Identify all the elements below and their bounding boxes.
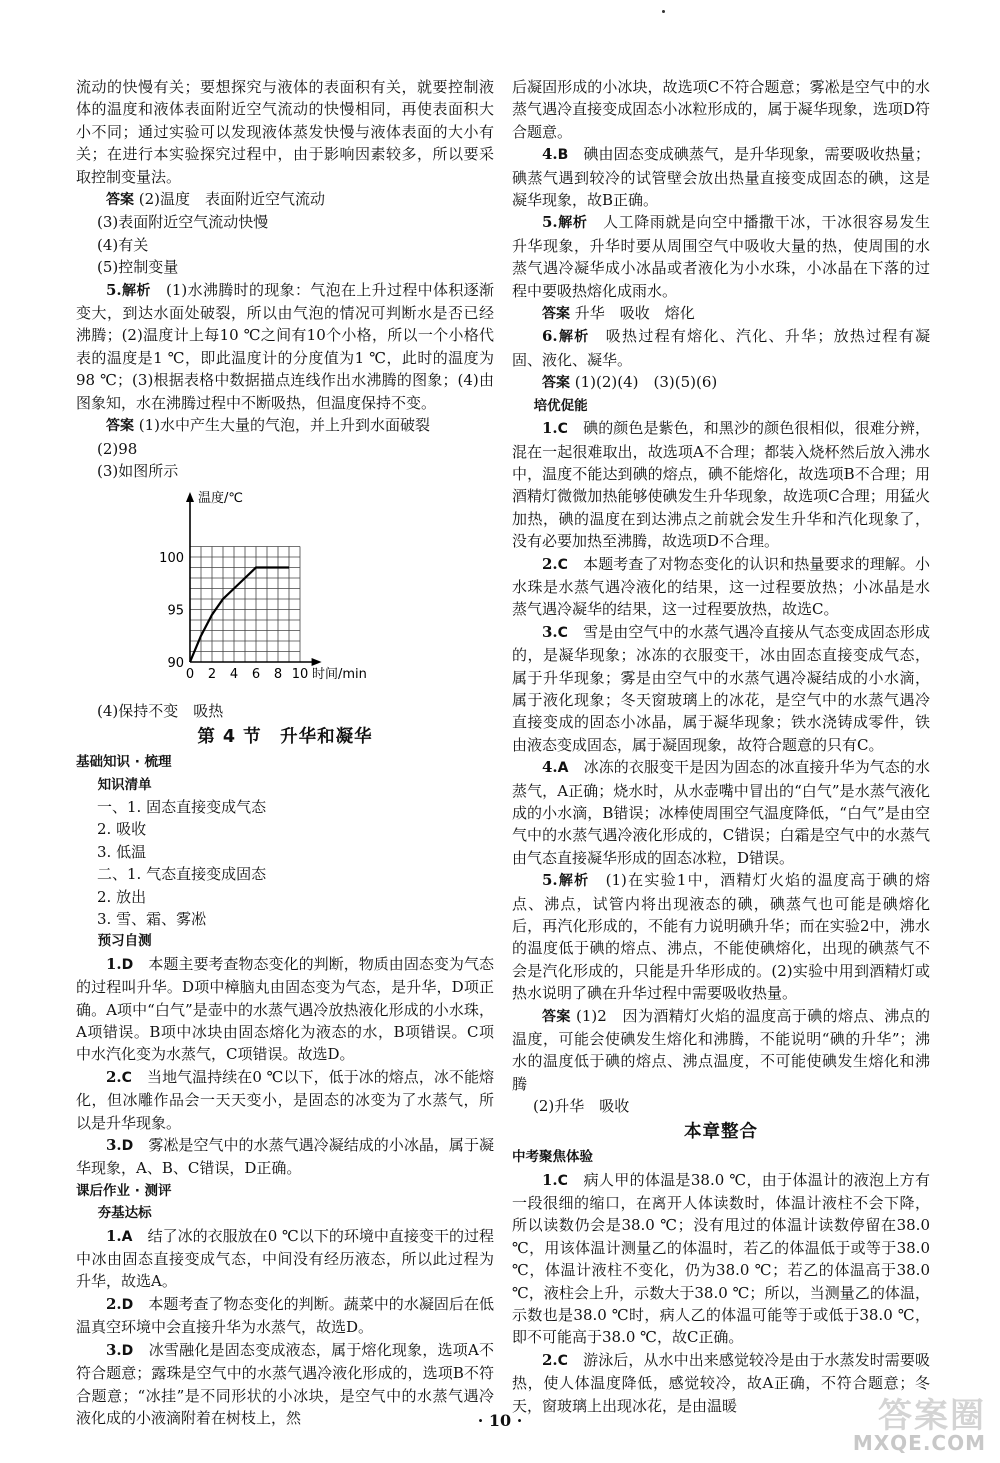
- item-label: C: [557, 624, 568, 641]
- y-tick-label: 90: [167, 656, 184, 672]
- answer-label: 答案: [542, 375, 570, 392]
- chart-container: [76, 486, 494, 696]
- watermark-logo: 答案圈: [878, 1396, 986, 1436]
- question-item: [76, 1293, 494, 1339]
- item-text: 吸热过程有熔化、汽化、升华；放热过程有凝固、液化、凝华。: [512, 327, 930, 369]
- answer-text: (2)温度 表面附近空气流动: [138, 190, 326, 209]
- item-number: 2.: [106, 1294, 122, 1313]
- item-label: C: [557, 1352, 568, 1369]
- boiling-chart: [148, 486, 388, 696]
- watermark: [853, 1388, 986, 1455]
- answer-text: (1)2 因为酒精灯火焰的温度高于碘的熔点、沸点的温度，可能会使碘发生熔化和沸腾，不能说明“碘的升华”；沸水的温度低于碘的熔点、沸点温度，不可能使碘发生熔化和沸腾: [512, 1006, 931, 1093]
- right-column: [512, 76, 930, 1417]
- item-text: (1)在实验1中，酒精灯火焰的温度高于碘的熔点、沸点，试管内将出现液态的碘，碘蒸气也可能是碘熔化后，再汽化形成的，不能有力说明碘升华；而在实验2中，沸水的温度低于碘的熔点、沸点，不能使碘熔化，出现的碘蒸气不会是汽化形成的，只能是升华形成的。(2)实验中用到酒精灯或热水说明了碘在升华过程中需要吸收热量。: [512, 871, 931, 1003]
- answer-line: [512, 302, 930, 325]
- question-item: [512, 621, 930, 756]
- sub-item: (2)98: [97, 439, 138, 458]
- sub-item: 2. 吸收: [97, 820, 147, 839]
- subsection-label: 预习自测: [97, 933, 152, 950]
- y-tick-label: 95: [167, 603, 184, 619]
- answer-line: [512, 1005, 930, 1096]
- question-item: [512, 553, 930, 621]
- item-number: 2.: [542, 554, 558, 573]
- sub-item: (4)有关: [97, 235, 149, 254]
- item-number: 6.: [542, 327, 558, 346]
- item-label: B: [557, 147, 569, 164]
- item-number: 1.: [542, 1170, 558, 1189]
- answer-label: 答案: [542, 306, 570, 323]
- item-label: C: [121, 1069, 132, 1086]
- subsection-label: 知识清单: [97, 776, 152, 793]
- question-item: [512, 756, 930, 869]
- item-number: 1.: [542, 419, 558, 438]
- question-item: [76, 1134, 494, 1180]
- sub-item: (2)升华 吸收: [533, 1097, 630, 1116]
- paragraph: 后凝固形成的小冰块，故选项C不符合题意；雾凇是空气中的水蒸气遇冷直接变成固态小冰粒形成的，属于凝华现象，选项D符合题意。: [512, 78, 930, 141]
- item-number: 3.: [542, 622, 558, 641]
- answer-line: [512, 371, 930, 394]
- watermark-url: MXQE.COM: [852, 1431, 986, 1455]
- item-label: C: [557, 421, 568, 438]
- item-label: A: [121, 1228, 133, 1245]
- section-label: 中考聚焦体验: [512, 1149, 593, 1166]
- item-label: C: [557, 556, 568, 573]
- question-item: [76, 1066, 494, 1134]
- item-label: 解析: [557, 215, 588, 232]
- item-label: D: [121, 1296, 134, 1313]
- item-text: 结了冰的衣服放在0 ℃以下的环境中直接变干的过程中冰由固态直接变成气态，中间没有经历液态，所以此过程为升华，故选A。: [76, 1226, 494, 1291]
- answer-label: 答案: [106, 418, 134, 435]
- item-number: 5.: [106, 280, 122, 299]
- question-item: [512, 869, 930, 1004]
- item-text: 游泳后，从水中出来感觉较冷是由于水蒸发时需要吸热，使人体温度降低，感觉较冷，故A正确，不符合题意；冬天，窗玻璃上出现冰花，是由温暖: [512, 1350, 930, 1415]
- item-text: 雾凇是空气中的水蒸气遇冷凝结成的小冰晶，属于凝华现象，A、B、C错误，D正确。: [76, 1136, 494, 1178]
- answer-label: 答案: [106, 192, 134, 209]
- item-text: 本题考查了对物态变化的认识和热量要求的理解。小水珠是水蒸气遇冷液化的结果，这一过程要放热；小冰晶是水蒸气遇冷凝华的结果，这一过程要放热，故选C。: [512, 554, 930, 619]
- question-item: [76, 953, 494, 1066]
- y-axis-label: 温度/℃: [198, 491, 243, 507]
- item-text: 冰冻的衣服变干是因为固态的冰直接升华为气态的水蒸气，A正确；烧水时，从水壶嘴中冒出的“白气”是水蒸气液化成的小水滴，B错误；冰棒使周围空气温度降低，“白气”是由空气中的水蒸气遇冷液化形成的，C错误；白霜是空气中的水蒸气由气态直接凝华形成的固态冰粒，D错误。: [512, 758, 930, 867]
- page-number: · 10 ·: [477, 1411, 523, 1430]
- sub-item: 2. 放出: [97, 887, 147, 906]
- question-item: [512, 143, 930, 211]
- item-number: 5.: [542, 213, 558, 232]
- series-line: [190, 568, 289, 663]
- sub-item: 一、1. 固态直接变成气态: [97, 797, 267, 816]
- question-item: [512, 211, 930, 302]
- answer-line: [76, 188, 494, 211]
- question-item: [76, 1225, 494, 1293]
- question-item: [76, 279, 494, 414]
- subsection-label: 夯基达标: [97, 1205, 152, 1222]
- item-number: 2.: [542, 1350, 558, 1369]
- left-column: [76, 76, 494, 1429]
- item-text: (1)水沸腾时的现象：气泡在上升过程中体积逐渐变大，到达水面处破裂，所以由气泡的情况可判断水是否已经沸腾；(2)温度计上每10 ℃之间有10个小格，所以一个小格代表的温度是1 ℃，即此温度计的分度值为1 ℃，此时的温度为98 ℃；(3)根据表格中数据描点连线作出水沸腾的图象；(4)由图象知，水在沸腾过程中不断吸热，但温度保持不变。: [76, 280, 494, 412]
- sub-item: (4)保持不变 吸热: [97, 702, 224, 721]
- item-text: 本题考查了物态变化的判断。蔬菜中的水凝固后在低温真空环境中会直接升华为水蒸气，故选D。: [76, 1294, 494, 1337]
- answer-line: [76, 414, 494, 437]
- y-tick-label: 100: [159, 551, 184, 567]
- item-number: 1.: [106, 1226, 122, 1245]
- item-label: 解析: [557, 873, 590, 890]
- item-number: 3.: [106, 1136, 122, 1155]
- answer-text: 升华 吸收 熔化: [574, 304, 695, 323]
- item-number: 1.: [106, 954, 122, 973]
- item-text: 雪是由空气中的水蒸气遇冷直接从气态变成固态形成的，是凝华现象；冰冻的衣服变干，冰由固态直接变成气态，属于升华现象；雾是由空气中的水蒸气遇冷凝结成的小水滴，属于液化现象；冬天窗玻璃上的冰花，是空气中的水蒸气遇冷直接变成的固态小冰晶，属于凝华现象；铁水浇铸成零件，铁由液态变成固态，属于凝固现象，故符合题意的只有C。: [512, 622, 930, 754]
- item-label: D: [121, 1342, 134, 1359]
- answer-text: (1)水中产生大量的气泡，并上升到水面破裂: [138, 416, 431, 435]
- item-text: 碘的颜色是紫色，和黑沙的颜色很相似，很难分辨，混在一起很难取出，故选项A不合理；都装入烧杯然后放入沸水中，温度不能达到碘的熔点，碘不能熔化，故选项B不合理；用酒精灯微微加热能够使碘发生升华现象，故选项C合理；用猛火加热，碘的温度在到达沸点之前就会发生升华和汽化现象了，没有必要加热至沸腾，故选项D不合理。: [512, 419, 930, 551]
- section-title: 第 4 节 升华和凝华: [197, 726, 373, 747]
- subsection-label: 培优促能: [533, 397, 588, 414]
- paragraph: 流动的快慢有关；要想探究与液体的表面积有关，就要控制液体的温度和液体表面附近空气流动的快慢相同，再使表面积大小不同；通过实验可以发现液体蒸发快慢与液体表面的大小有关；在进行本实验探究过程中，由于影响因素较多，所以要采取控制变量法。: [76, 78, 494, 186]
- sub-item: 3. 低温: [97, 842, 147, 861]
- item-number: 5.: [542, 871, 558, 890]
- item-text: 冰雪融化是固态变成液态，属于熔化现象，选项A不符合题意；露珠是空气中的水蒸气遇冷液化形成的，选项B不符合题意；“冰挂”是不同形状的小冰块，是空气中的水蒸气遇冷液化成的小液滴附着在树枝上，然: [76, 1340, 494, 1427]
- answer-text: (1)(2)(4) (3)(5)(6): [574, 373, 718, 392]
- item-text: 碘由固态变成碘蒸气，是升华现象，需要吸收热量；碘蒸气遇到较冷的试管壁会放出热量直接变成固态的碘，这是凝华现象，故B正确。: [512, 145, 930, 210]
- sub-item: (3)如图所示: [97, 461, 179, 480]
- sub-item: 二、1. 气态直接变成固态: [97, 865, 267, 884]
- item-label: A: [557, 760, 569, 777]
- sub-item: (3)表面附近空气流动快慢: [97, 213, 269, 232]
- y-axis-arrow: [186, 492, 194, 502]
- item-text: 当地气温持续在0 ℃以下，低于冰的熔点，冰不能熔化，但冰雕作品会一天天变小，是固态的冰变为了水蒸气，所以是升华现象。: [76, 1067, 494, 1132]
- item-text: 人工降雨就是向空中播撒干冰，干冰很容易发生升华现象，升华时要从周围空气中吸收大量的热，使周围的水蒸气遇冷凝华成小冰晶或者液化为小水珠，小冰晶在下落的过程中要吸热熔化成雨水。: [512, 213, 930, 300]
- item-label: 解析: [121, 282, 151, 299]
- item-label: D: [121, 956, 134, 973]
- x-tick-label: 6: [251, 667, 261, 683]
- item-label: 解析: [557, 329, 590, 346]
- question-item: [512, 417, 930, 552]
- x-tick-label: 10: [291, 667, 309, 683]
- question-item: [512, 325, 930, 371]
- item-number: 3.: [106, 1340, 122, 1359]
- x-tick-label: 8: [273, 667, 283, 683]
- item-number: 2.: [106, 1067, 122, 1086]
- x-axis-label: 时间/min: [312, 667, 367, 683]
- item-label: C: [557, 1172, 568, 1189]
- section-label: 基础知识 · 梳理: [76, 754, 172, 771]
- item-text: 病人甲的体温是38.0 ℃，由于体温计的液泡上方有一段很细的缩口，在离开人体读数时，体温计液柱不会下降，所以读数仍会是38.0 ℃；没有甩过的体温计读数停留在38.0 ℃，用该体温计测量乙的体温时，若乙的体温低于或等于38.0 ℃，体温计液柱不变化，仍为38.0 ℃；若乙的体温高于38.0 ℃，液柱会上升，示数大于38.0 ℃；所以，当测量乙的体温，示数也是38.0 ℃时，病人乙的体温可能等于或低于38.0 ℃，即不可能高于38.0 ℃，故C正确。: [512, 1170, 930, 1347]
- x-tick-label: 0: [185, 667, 195, 683]
- section-label: 课后作业 · 测评: [76, 1182, 172, 1199]
- sub-item: (5)控制变量: [97, 258, 179, 277]
- speck: [662, 10, 665, 13]
- item-number: 4.: [542, 758, 558, 777]
- item-text: 本题主要考查物态变化的判断，物质由固态变为气态的过程叫升华。D项中樟脑丸由固态变为气态，是升华，D项正确。A项中“白气”是壶中的水蒸气遇冷放热液化形成的小水珠，A项错误。B项中冰块由固态熔化为液态的水，B项错误。C项中水汽化变为水蒸气，C项错误。故选D。: [76, 954, 494, 1064]
- section-title: 本章整合: [684, 1121, 758, 1142]
- sub-item: 3. 雪、霜、雾凇: [97, 909, 207, 928]
- answer-label: 答案: [542, 1008, 571, 1025]
- x-axis-arrow: [312, 658, 322, 666]
- item-label: D: [121, 1138, 134, 1155]
- x-tick-label: 4: [229, 667, 239, 683]
- question-item: [512, 1169, 930, 1349]
- x-tick-label: 2: [207, 667, 217, 683]
- item-number: 4.: [542, 145, 558, 164]
